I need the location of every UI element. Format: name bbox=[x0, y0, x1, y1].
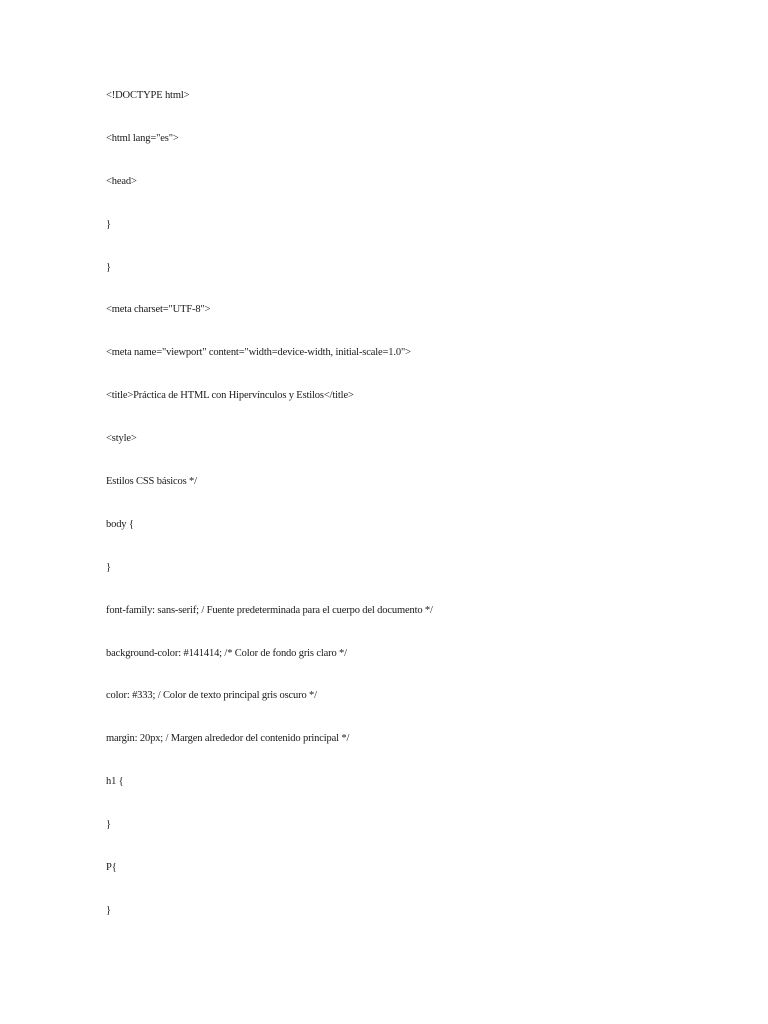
code-line: <html lang="es"> bbox=[106, 132, 179, 144]
code-line: font-family: sans-serif; / Fuente predeterminada para el cuerpo del documento */ bbox=[106, 604, 433, 616]
code-listing bbox=[106, 86, 433, 944]
code-line: <head> bbox=[106, 175, 137, 187]
code-line: <meta charset="UTF-8"> bbox=[106, 304, 211, 316]
code-line: margin: 20px; / Margen alrededor del contenido principal */ bbox=[106, 733, 350, 745]
code-line: Estilos CSS básicos */ bbox=[106, 476, 197, 488]
code-line: body { bbox=[106, 518, 134, 530]
code-line: } bbox=[106, 218, 111, 230]
code-line: P{ bbox=[106, 862, 117, 874]
code-line: } bbox=[106, 561, 111, 573]
code-line: color: #333; / Color de texto principal gris oscuro */ bbox=[106, 690, 317, 702]
code-line: <title>Práctica de HTML con Hipervínculos y Estilos</title> bbox=[106, 390, 354, 402]
code-line: <style> bbox=[106, 433, 137, 445]
code-line: } bbox=[106, 261, 111, 273]
code-line: } bbox=[106, 819, 111, 831]
code-line: <meta name="viewport" content="width=device-width, initial-scale=1.0"> bbox=[106, 347, 411, 359]
code-line: <!DOCTYPE html> bbox=[106, 90, 190, 101]
code-line: background-color: #141414; /* Color de fondo gris claro */ bbox=[106, 647, 347, 659]
code-line: h1 { bbox=[106, 776, 124, 788]
code-line: } bbox=[106, 904, 111, 916]
